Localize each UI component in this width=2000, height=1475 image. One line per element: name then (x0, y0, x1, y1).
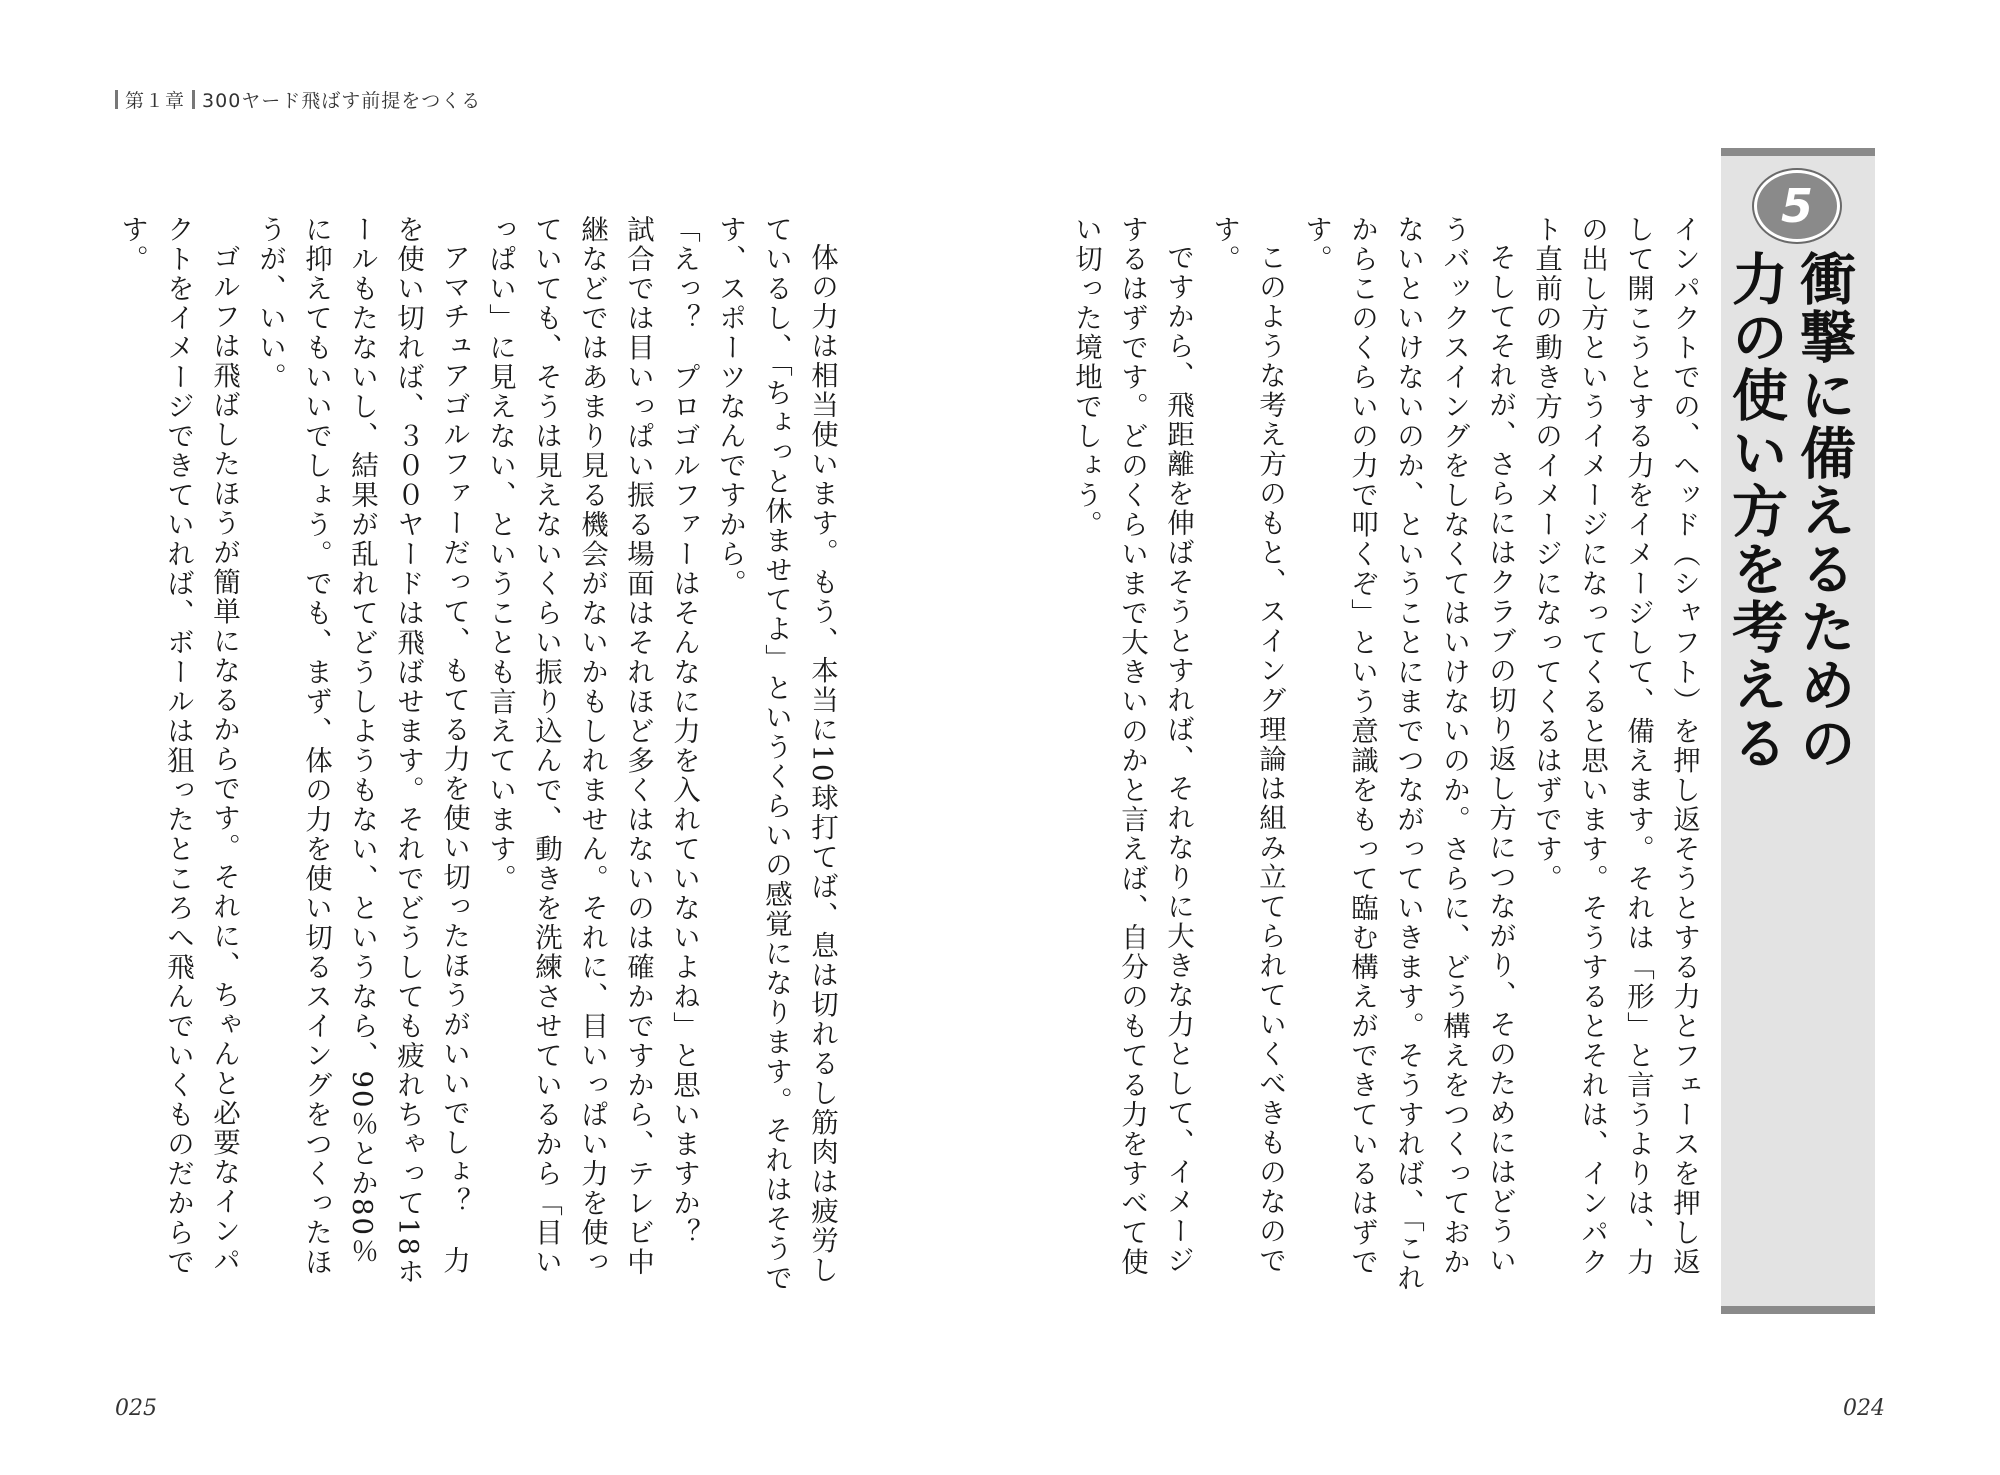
paragraph: インパクトでの、ヘッド（シャフト）を押し返そうとする力とフェースを押し返して開こうとする力をイメージして、備えます。それは「形」と言うよりは、力の出し方というイメージになってくると思います。そうするとそれは、インパクト直前の動き方のイメージになってくるはずです。 (1530, 215, 1700, 1277)
divider-bar (192, 90, 195, 109)
paragraph: ですから、飛距離を伸ばそうとすれば、それなりに大きな力として、イメージするはずです。どのくらいまで大きいのかと言えば、自分のもてる力をすべて使い切った境地でしょう。 (1070, 215, 1194, 1277)
page-number-left: 025 (115, 1396, 157, 1421)
paragraph: このような考え方のもと、スイング理論は組み立てられていくべきものなのです。 (1208, 215, 1286, 1275)
paragraph: ゴルフは飛ばしたほうが簡単になるからです。それに、ちゃんと必要なインパクトをイメージできていれば、ボールは狙ったところへ飛んでいくものだからです。 (116, 215, 240, 1277)
paragraph: 「えっ？ プロゴルファーはそんなに力を入れていないよね」と思いますか？ 試合では目いっぱい振る場面はそれほど多くはないのは確かですから、テレビ中継などではあまり見る機会がないかもしれません。それに、目いっぱい力を使っていても、そうは見えないくらい振り込んで、動きを洗練させているから「目いっぱい」に見えない、ということも言えています。 (484, 215, 700, 1277)
paragraph: そしてそれが、さらにはクラブの切り返し方につながり、そのためにはどういうバックスイングをしなくてはいけないのか。さらに、どう構えをつくっておかないといけないのか、ということにまでつながっていきます。そうすれば、「これからこのくらいの力で叩くぞ」という意識をもって臨む構えができているはずです。 (1300, 215, 1516, 1293)
page-number-right: 024 (1843, 1396, 1885, 1421)
section-number-badge: 5 (1754, 170, 1840, 242)
chapter-title: 300ヤード飛ばす前提をつくる (202, 90, 482, 112)
left-page-body (0, 215, 845, 1295)
divider-bar (115, 90, 118, 109)
right-page-body (1070, 215, 1707, 1295)
running-head (115, 86, 481, 113)
section-title-line-1: 衝撃に備えるための (1791, 250, 1856, 772)
section-title-line-2: 力の使い方を考える (1723, 250, 1788, 772)
paragraph: アマチュアゴルファーだって、もてる力を使い切ったほうがいいでしょ？ 力を使い切れば、３００ヤードは飛ばせます。それでどうしても疲れちゃって18ホールもたないし、結果が乱れてどうしようもない、というなら、90％とか80％に抑えてもいいでしょう。でも、まず、体の力を使い切るスイングをつくったほうが、いい。 (254, 215, 470, 1287)
chapter-label: 第１章 (125, 90, 186, 112)
paragraph: 体の力は相当使います。もう、本当に10球打てば、息は切れるし筋肉は疲労しているし、「ちょっと休ませてよ」というくらいの感覚になります。それはそうです、スポーツなんですから。 (714, 215, 838, 1293)
